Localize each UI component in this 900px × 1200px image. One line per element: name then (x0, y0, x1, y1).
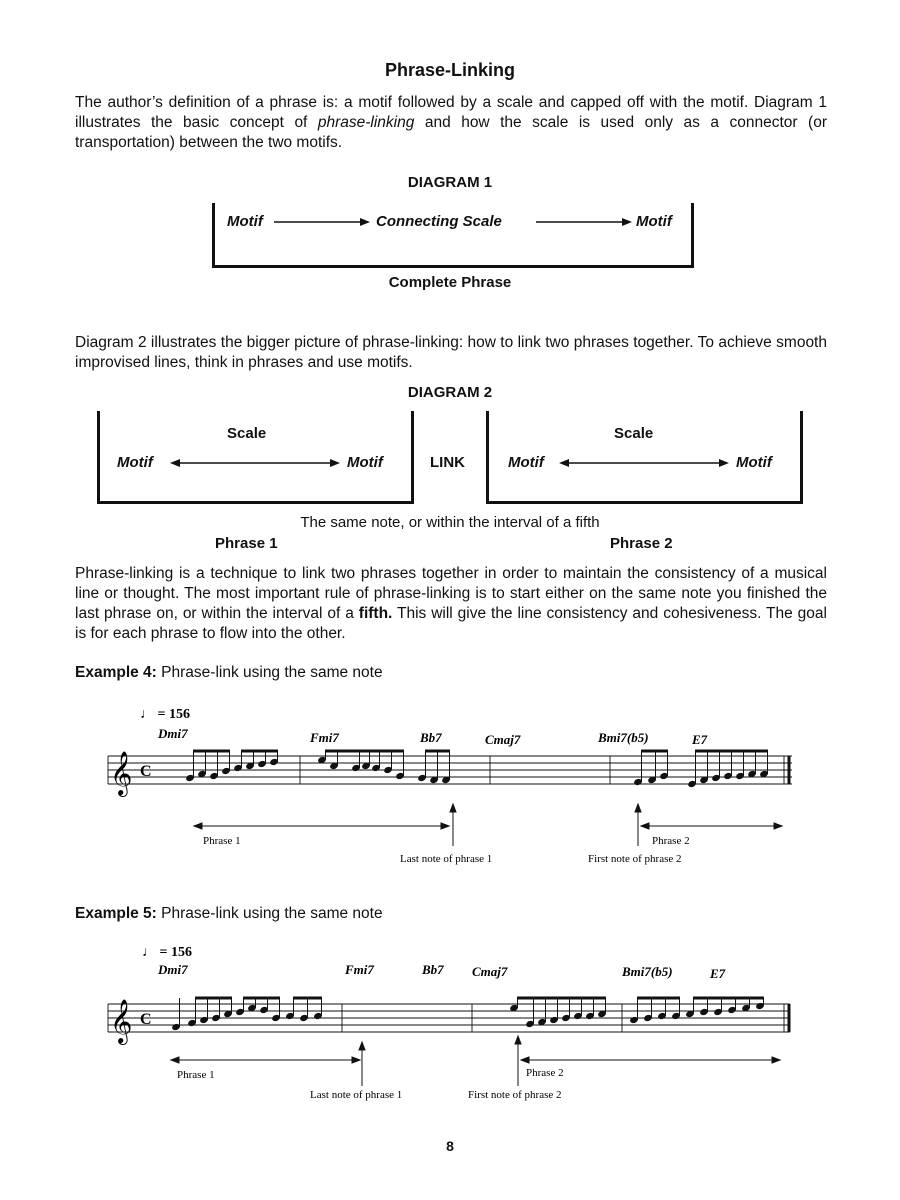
diagram2-phrase1-motif-left: Motif (117, 454, 153, 471)
diagram1-motif-left: Motif (227, 213, 263, 230)
treble-clef-icon: 𝄞 (110, 753, 133, 795)
diagram2-phrase1-arrow (168, 455, 342, 471)
diagram1-arrow-left (272, 214, 372, 230)
diagram1-heading: DIAGRAM 1 (407, 174, 493, 191)
example5-chord: Dmi7 (158, 962, 188, 977)
example4-chord: Dmi7 (158, 726, 188, 741)
paragraph-3: Phrase-linking is a technique to link two phrases together in order to maintain the consistency of a musical line or thought. The most important rule of phrase-linking is to start either on the same note you finished the last phrase on, or within the interval of a fifth. This will give the line consistency and cohesiveness. The goal is for each phrase to flow into the other. (75, 565, 827, 642)
diagram2-phrase1-motif-right: Motif (347, 454, 383, 471)
para3-bold-term: fifth. (358, 605, 393, 622)
example5-staff (108, 1004, 790, 1032)
intro-italic-term: phrase-linking (317, 114, 415, 131)
example5-phrase2-label: Phrase 2 (526, 1067, 564, 1079)
example5-tempo: ♩ = 156 (142, 945, 192, 960)
example4-tempo: ♩ = 156 (140, 707, 190, 722)
diagram1-caption: Complete Phrase (388, 274, 512, 291)
example5-notes (171, 998, 765, 1031)
diagram2-phrase2-motif-left: Motif (508, 454, 544, 471)
example4-label: Example 4: Phrase-link using the same note (75, 664, 383, 681)
diagram1-arrow-right (534, 214, 634, 230)
diagram2-phrase2-arrow (557, 455, 731, 471)
example5-first-note-label: First note of phrase 2 (468, 1089, 562, 1101)
diagram2-note: The same note, or within the interval of a fifth (300, 514, 600, 531)
common-time-icon: C (140, 1011, 152, 1028)
example5-label: Example 5: Phrase-link using the same note (75, 905, 383, 922)
diagram2-link: LINK (430, 454, 465, 471)
example4-first-note-label: First note of phrase 2 (588, 853, 682, 865)
diagram2-phrase2-scale: Scale (614, 425, 654, 442)
example5-chord: Bmi7(b5) (622, 964, 673, 979)
example4-chord: Fmi7 (310, 730, 339, 745)
treble-clef-icon: 𝄞 (110, 1001, 133, 1043)
example5-phrase1-label: Phrase 1 (177, 1069, 215, 1081)
example5-notation (100, 936, 800, 1106)
example5-last-note-label: Last note of phrase 1 (310, 1089, 403, 1101)
diagram2-phrase2-motif-right: Motif (736, 454, 772, 471)
paragraph-2: Diagram 2 illustrates the bigger picture of phrase-linking: how to link two phrases together. To achieve smooth improvised lines, think in phrases and use motifs. (75, 334, 827, 371)
example4-chord: Bmi7(b5) (598, 730, 649, 745)
page-number: 8 (446, 1138, 454, 1154)
example4-chord: E7 (692, 732, 708, 747)
example4-last-note-label: Last note of phrase 1 (400, 853, 493, 865)
intro-paragraph: The author’s definition of a phrase is: a motif followed by a scale and capped off with the motif. Diagram 1 illustrates the basic concept of phrase-linking and how the scale is used only as a connector (or transportation) between the two motifs. (75, 94, 827, 151)
diagram1-connecting-scale: Connecting Scale (376, 213, 502, 230)
example5-chord: E7 (710, 966, 726, 981)
example4-arrows (194, 804, 782, 846)
example4-phrase1-label: Phrase 1 (203, 835, 241, 847)
example5-arrows (171, 1036, 780, 1086)
page-title: Phrase-Linking (384, 60, 516, 80)
example4-phrase2-label: Phrase 2 (652, 835, 690, 847)
example5-chord: Bb7 (422, 962, 444, 977)
example5-chord: Fmi7 (345, 962, 374, 977)
common-time-icon: C (140, 763, 152, 780)
example4-chord: Bb7 (420, 730, 442, 745)
diagram1-motif-right: Motif (636, 213, 672, 230)
diagram2-phrase2-caption: Phrase 2 (610, 535, 673, 552)
diagram2-phrase1-caption: Phrase 1 (215, 535, 278, 552)
example5-chord: Cmaj7 (472, 964, 508, 979)
diagram2-phrase1-scale: Scale (227, 425, 267, 442)
example4-notation (100, 696, 800, 876)
example4-chord: Cmaj7 (485, 732, 521, 747)
diagram2-heading: DIAGRAM 2 (407, 384, 493, 401)
